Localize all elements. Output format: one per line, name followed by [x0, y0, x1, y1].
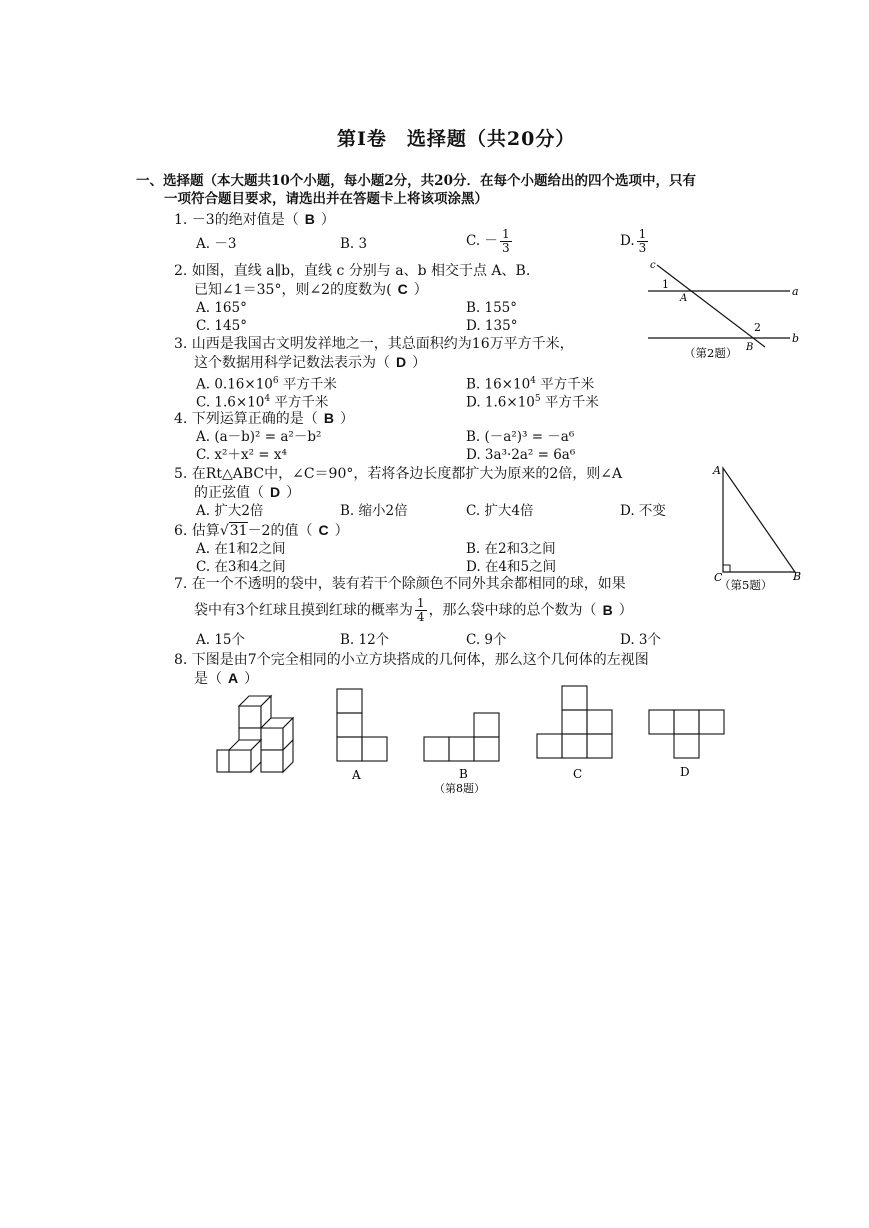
- line-c: [657, 265, 765, 347]
- q7-option-d: D. 3个: [620, 632, 662, 648]
- figure-8-solid: [205, 688, 315, 783]
- label-point-a: A: [680, 293, 688, 304]
- q6-option-d: D. 在4和5之间: [466, 559, 557, 575]
- q5-option-a: A. 扩大2倍: [196, 503, 264, 519]
- q4-option-c: C. x²＋x² = x⁴: [196, 447, 287, 463]
- question-1: 1. －3的绝对值是（ B ）: [174, 211, 335, 228]
- answer-8: A: [228, 670, 239, 686]
- label-a: a: [792, 285, 799, 298]
- question-5-line1: 5. 在Rt△ABC中，∠C＝90°，若将各边长度都扩大为原来的2倍，则∠A: [174, 466, 623, 482]
- q6-option-c: C. 在3和4之间: [196, 559, 286, 575]
- label-b: b: [792, 332, 800, 345]
- q7-option-b: B. 12个: [340, 632, 390, 648]
- section-heading-line1: 一、选择题（本大题共10个小题，每小题2分，共20分．在每个小题给出的四个选项中，只有: [136, 173, 696, 189]
- question-2-line2: 已知∠1＝35°，则∠2的度数为( C ）: [194, 281, 428, 298]
- q7-option-c: C. 9个: [466, 632, 507, 648]
- option-c-label: C: [573, 767, 583, 781]
- q2-option-b: B. 155°: [466, 300, 518, 316]
- label-angle-2: 2: [754, 321, 761, 334]
- q5-option-d: D. 不变: [620, 503, 666, 519]
- q2-option-d: D. 135°: [466, 318, 518, 334]
- question-8-line2: 是（ A ）: [194, 670, 259, 687]
- question-4: 4. 下列运算正确的是（ B ）: [174, 410, 354, 427]
- right-angle-mark: [723, 565, 730, 572]
- label-a: A: [713, 464, 721, 477]
- question-5-line2: 的正弦值（ D ）: [194, 484, 301, 501]
- label-point-b: B: [746, 342, 754, 353]
- answer-1: B: [304, 211, 315, 227]
- q5-option-c: C. 扩大4倍: [466, 503, 534, 519]
- q3-option-c: C. $1.6\times 10^4$ 平方千米: [196, 394, 329, 411]
- q3-option-d: D. $1.6\times 10^5$ 平方千米: [466, 394, 599, 411]
- question-6: 6. 估算√31－2的值（ C ）: [174, 522, 349, 539]
- figure-8-option-b: [420, 688, 510, 798]
- label-c: C: [714, 571, 723, 584]
- option-a-label: A: [352, 768, 361, 782]
- question-2-line1: 2. 如图，直线 a∥b，直线 c 分别与 a、b 相交于点 A、B.: [174, 263, 531, 279]
- q6-option-a: A. 在1和2之间: [196, 541, 286, 557]
- answer-3: D: [396, 354, 407, 370]
- label-c: c: [650, 260, 656, 271]
- triangle-abc: [723, 468, 795, 572]
- page-title: 第Ⅰ卷 选择题（共20分）: [337, 128, 576, 150]
- q1-option-c: C. － $\frac{1}{3}$: [466, 227, 510, 255]
- figure-2: [640, 255, 810, 365]
- question-7-line1: 7. 在一个不透明的袋中，装有若干个除颜色不同外其余都相同的球，如果: [174, 576, 626, 592]
- q2-option-a: A. 165°: [196, 300, 247, 316]
- figure-8-option-c: [533, 684, 618, 782]
- figure-5: [705, 462, 815, 597]
- answer-7: B: [602, 601, 613, 618]
- section-heading-line2: 一项符合题目要求，请选出并在答题卡上将该项涂黑）: [164, 191, 488, 207]
- q1-option-b: B. 3: [340, 236, 368, 252]
- q6-option-b: B. 在2和3之间: [466, 541, 556, 557]
- q4-option-d: D. 3a³·2a² = 6a⁶: [466, 447, 576, 463]
- figure-8-option-d: [645, 708, 730, 783]
- option-b-label: B: [459, 767, 468, 781]
- answer-5: D: [270, 484, 281, 500]
- q5-option-b: B. 缩小2倍: [340, 503, 408, 519]
- figure-5-caption: （第5题）: [719, 578, 773, 592]
- figure-8-option-a: [333, 688, 393, 783]
- q4-option-a: A. (a－b)² = a²－b²: [196, 429, 322, 445]
- question-7-line2: 袋中有3个红球且摸到红球的概率为 $\frac{1}{4}$ ，那么袋中球的总个数为（ B ）: [194, 596, 633, 624]
- question-8-line1: 8. 下图是由7个完全相同的小立方块搭成的几何体，那么这个几何体的左视图: [174, 652, 649, 668]
- question-3-line2: 这个数据用科学记数法表示为（ D ）: [194, 354, 427, 371]
- q3-option-b: B. $16\times 10^4$ 平方千米: [466, 376, 595, 393]
- q7-option-a: A. 15个: [196, 632, 246, 648]
- label-b: B: [793, 570, 802, 583]
- q1-option-d: D. $\frac{1}{3}$: [620, 227, 647, 255]
- option-d-label: D: [680, 765, 690, 779]
- answer-2: C: [397, 281, 408, 297]
- answer-4: B: [323, 410, 334, 426]
- label-angle-1: 1: [662, 278, 669, 291]
- figure-8-caption: （第8题）: [434, 782, 485, 795]
- question-3-line1: 3. 山西是我国古文明发祥地之一，其总面积约为16万平方千米，: [174, 336, 574, 352]
- answer-6: C: [318, 522, 329, 538]
- q2-option-c: C. 145°: [196, 318, 247, 334]
- q1-option-a: A. －3: [196, 236, 237, 252]
- q4-option-b: B. (－a²)³ = －a⁶: [466, 429, 575, 445]
- q3-option-a: A. $0.16\times 10^6$ 平方千米: [196, 376, 337, 393]
- figure-2-caption: （第2题）: [684, 346, 738, 360]
